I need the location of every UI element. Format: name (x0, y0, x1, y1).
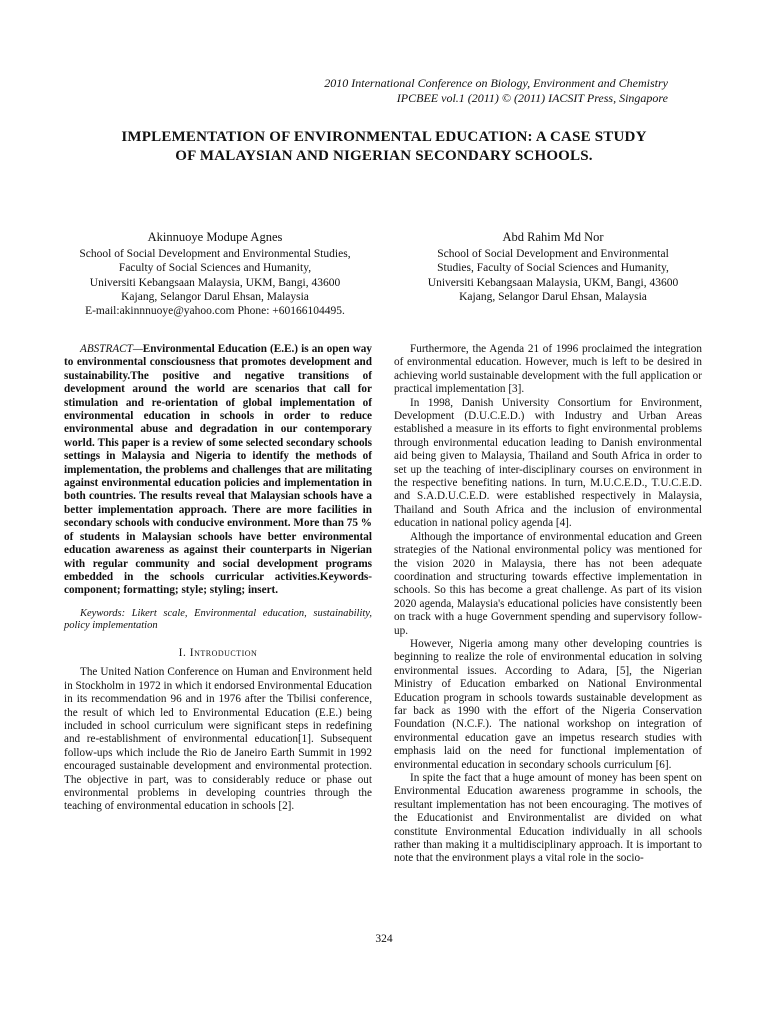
conference-header (324, 76, 668, 106)
abstract (64, 343, 372, 598)
title-line-1: IMPLEMENTATION OF ENVIRONMENTAL EDUCATION: A CASE STUDY (121, 129, 647, 145)
section-heading: I. Introduction (178, 646, 258, 659)
title-line-2: OF MALAYSIAN AND NIGERIAN SECONDARY SCHOOLS. (175, 148, 593, 164)
author-name: Akinnuoye Modupe Agnes (147, 230, 283, 244)
abstract-label: ABSTRACT— (80, 343, 143, 355)
body-paragraph: Furthermore, the Agenda 21 of 1996 proclaimed the integration of environmental education. However, much is left to be desired in achieving world sustainable development with the full application or practical implementation [3]. (394, 343, 702, 396)
page-number: 324 (375, 933, 393, 945)
author-contact: E-mail:akinnnuoye@yahoo.com Phone: +60166104495. (85, 305, 345, 318)
body-paragraph: In spite the fact that a huge amount of money has been spent on Environmental Education awareness programme in schools, the resultant implementation has not been encouraging. The motives of the Educationist and Environmentalist are divided on what constitute Environmental Education individually in all schools rather than making it a multidisciplinary approach. It is important to note that the environment plays a vital role in the socio- (394, 772, 702, 865)
abstract-text: Environmental Education (E.E.) is an open way to environmental consciousness that promotes development and sustainability.The positive and negative transitions of development around the world are scenarios that call for stimulation and re-orientation of global implementation of environmental education in schools in order to reduce environmental abuse and degradation in our contemporary world. This paper is a review of some selected secondary schools settings in Malaysia and Nigeria to identify the methods of implementation, the problems and challenges that are militating against environmental education policies and implementation in both countries. The results reveal that Malaysian schools have a better implementation approach. There are more facilities in secondary schools with conducive environment. More than 75 % of students in Malaysian schools have better environmental education awareness as against their counterparts in Nigerian with regular community and social development programs embedded in the schools curricular activities.Keywords-component; formatting; style; styling; insert. (64, 343, 372, 597)
body-paragraph: In 1998, Danish University Consortium for Environment, Development (D.U.C.E.D.) with Industry and Urban Areas established a measure in its efforts to fight environmental problems through environmental education leading to Danish environmental aid being given to Malaysia, Thailand and South Africa in order to set up the teaching of inter-disciplinary courses on environment in the respective benefiting nations. In turn, M.U.C.E.D., T.U.C.E.D. and S.A.D.U.C.E.D. were established respectively in Malaysia, Thailand and South Africa and the inclusion of environmental education in national policy agenda [4]. (394, 396, 702, 530)
author-name: Abd Rahim Md Nor (502, 230, 604, 244)
paper-title (60, 128, 708, 166)
author-block-2 (398, 230, 708, 304)
proceedings-info: IPCBEE vol.1 (2011) © (2011) IACSIT Press, Singapore (396, 91, 668, 105)
body-paragraph: However, Nigeria among many other developing countries is beginning to realize the role of environmental education in solving environmental issues. According to Adara, [5], the Nigerian Ministry of Education embarked on National Environmental Education program in schools towards sustainable development as far back as 1990 with the effort of the Nigeria Conservation Foundation (N.C.F.). The national workshop on integration of environmental education gave an impetus research studies with emphasis laid on the need for functional implementation of environmental education in secondary schools curriculum [6]. (394, 637, 702, 771)
conference-name: 2010 International Conference on Biology, Environment and Chemistry (324, 76, 668, 90)
author-affiliation-line: Universiti Kebangsaan Malaysia, UKM, Bangi, 43600 (89, 276, 341, 289)
body-paragraph: The United Nation Conference on Human and Environment held in Stockholm in 1972 in which it endorsed Environmental Education in its recommendation 96 and in 1976 after the Tbilisi conference, the result of which led to Environmental Education (E.E.) being included in school curriculum were significant steps in redefining and re-establishment of environmental education[1]. Subsequent follow-ups which include the Rio de Janeiro Earth Summit in 1992 encouraged sustainable development and environmental protection. The objective in part, was to considerably reduce or phase out environmental problems in developing countries through the teaching of environmental education in schools [2]. (64, 666, 372, 813)
keywords: Keywords: Likert scale, Environmental education, sustainability, policy implementation (64, 607, 372, 632)
left-column (64, 343, 372, 814)
right-column (394, 343, 702, 866)
author-affiliation-line: School of Social Development and Environmental Studies, (79, 248, 351, 261)
author-affiliation-line: Faculty of Social Sciences and Humanity, (118, 262, 312, 275)
body-paragraph: Although the importance of environmental education and Green strategies of the National environmental policy was mentioned for the vision 2020 in Malaysia, there has not been adequate coordination and structuring towards effective implementation in schools. So this has become a great challenge. As part of its vision 2020 agenda, Malaysia's educational policies have consistently been on track with a huge Government spending and supervisory follow-up. (394, 530, 702, 637)
author-affiliation-line: School of Social Development and Environmental (437, 248, 669, 261)
author-affiliation-line: Universiti Kebangsaan Malaysia, UKM, Bangi, 43600 (427, 276, 679, 289)
author-affiliation-line: Kajang, Selangor Darul Ehsan, Malaysia (459, 290, 647, 303)
author-affiliation-line: Studies, Faculty of Social Sciences and Humanity, (437, 262, 669, 275)
author-block-1 (60, 230, 370, 318)
author-affiliation-line: Kajang, Selangor Darul Ehsan, Malaysia (121, 290, 309, 303)
